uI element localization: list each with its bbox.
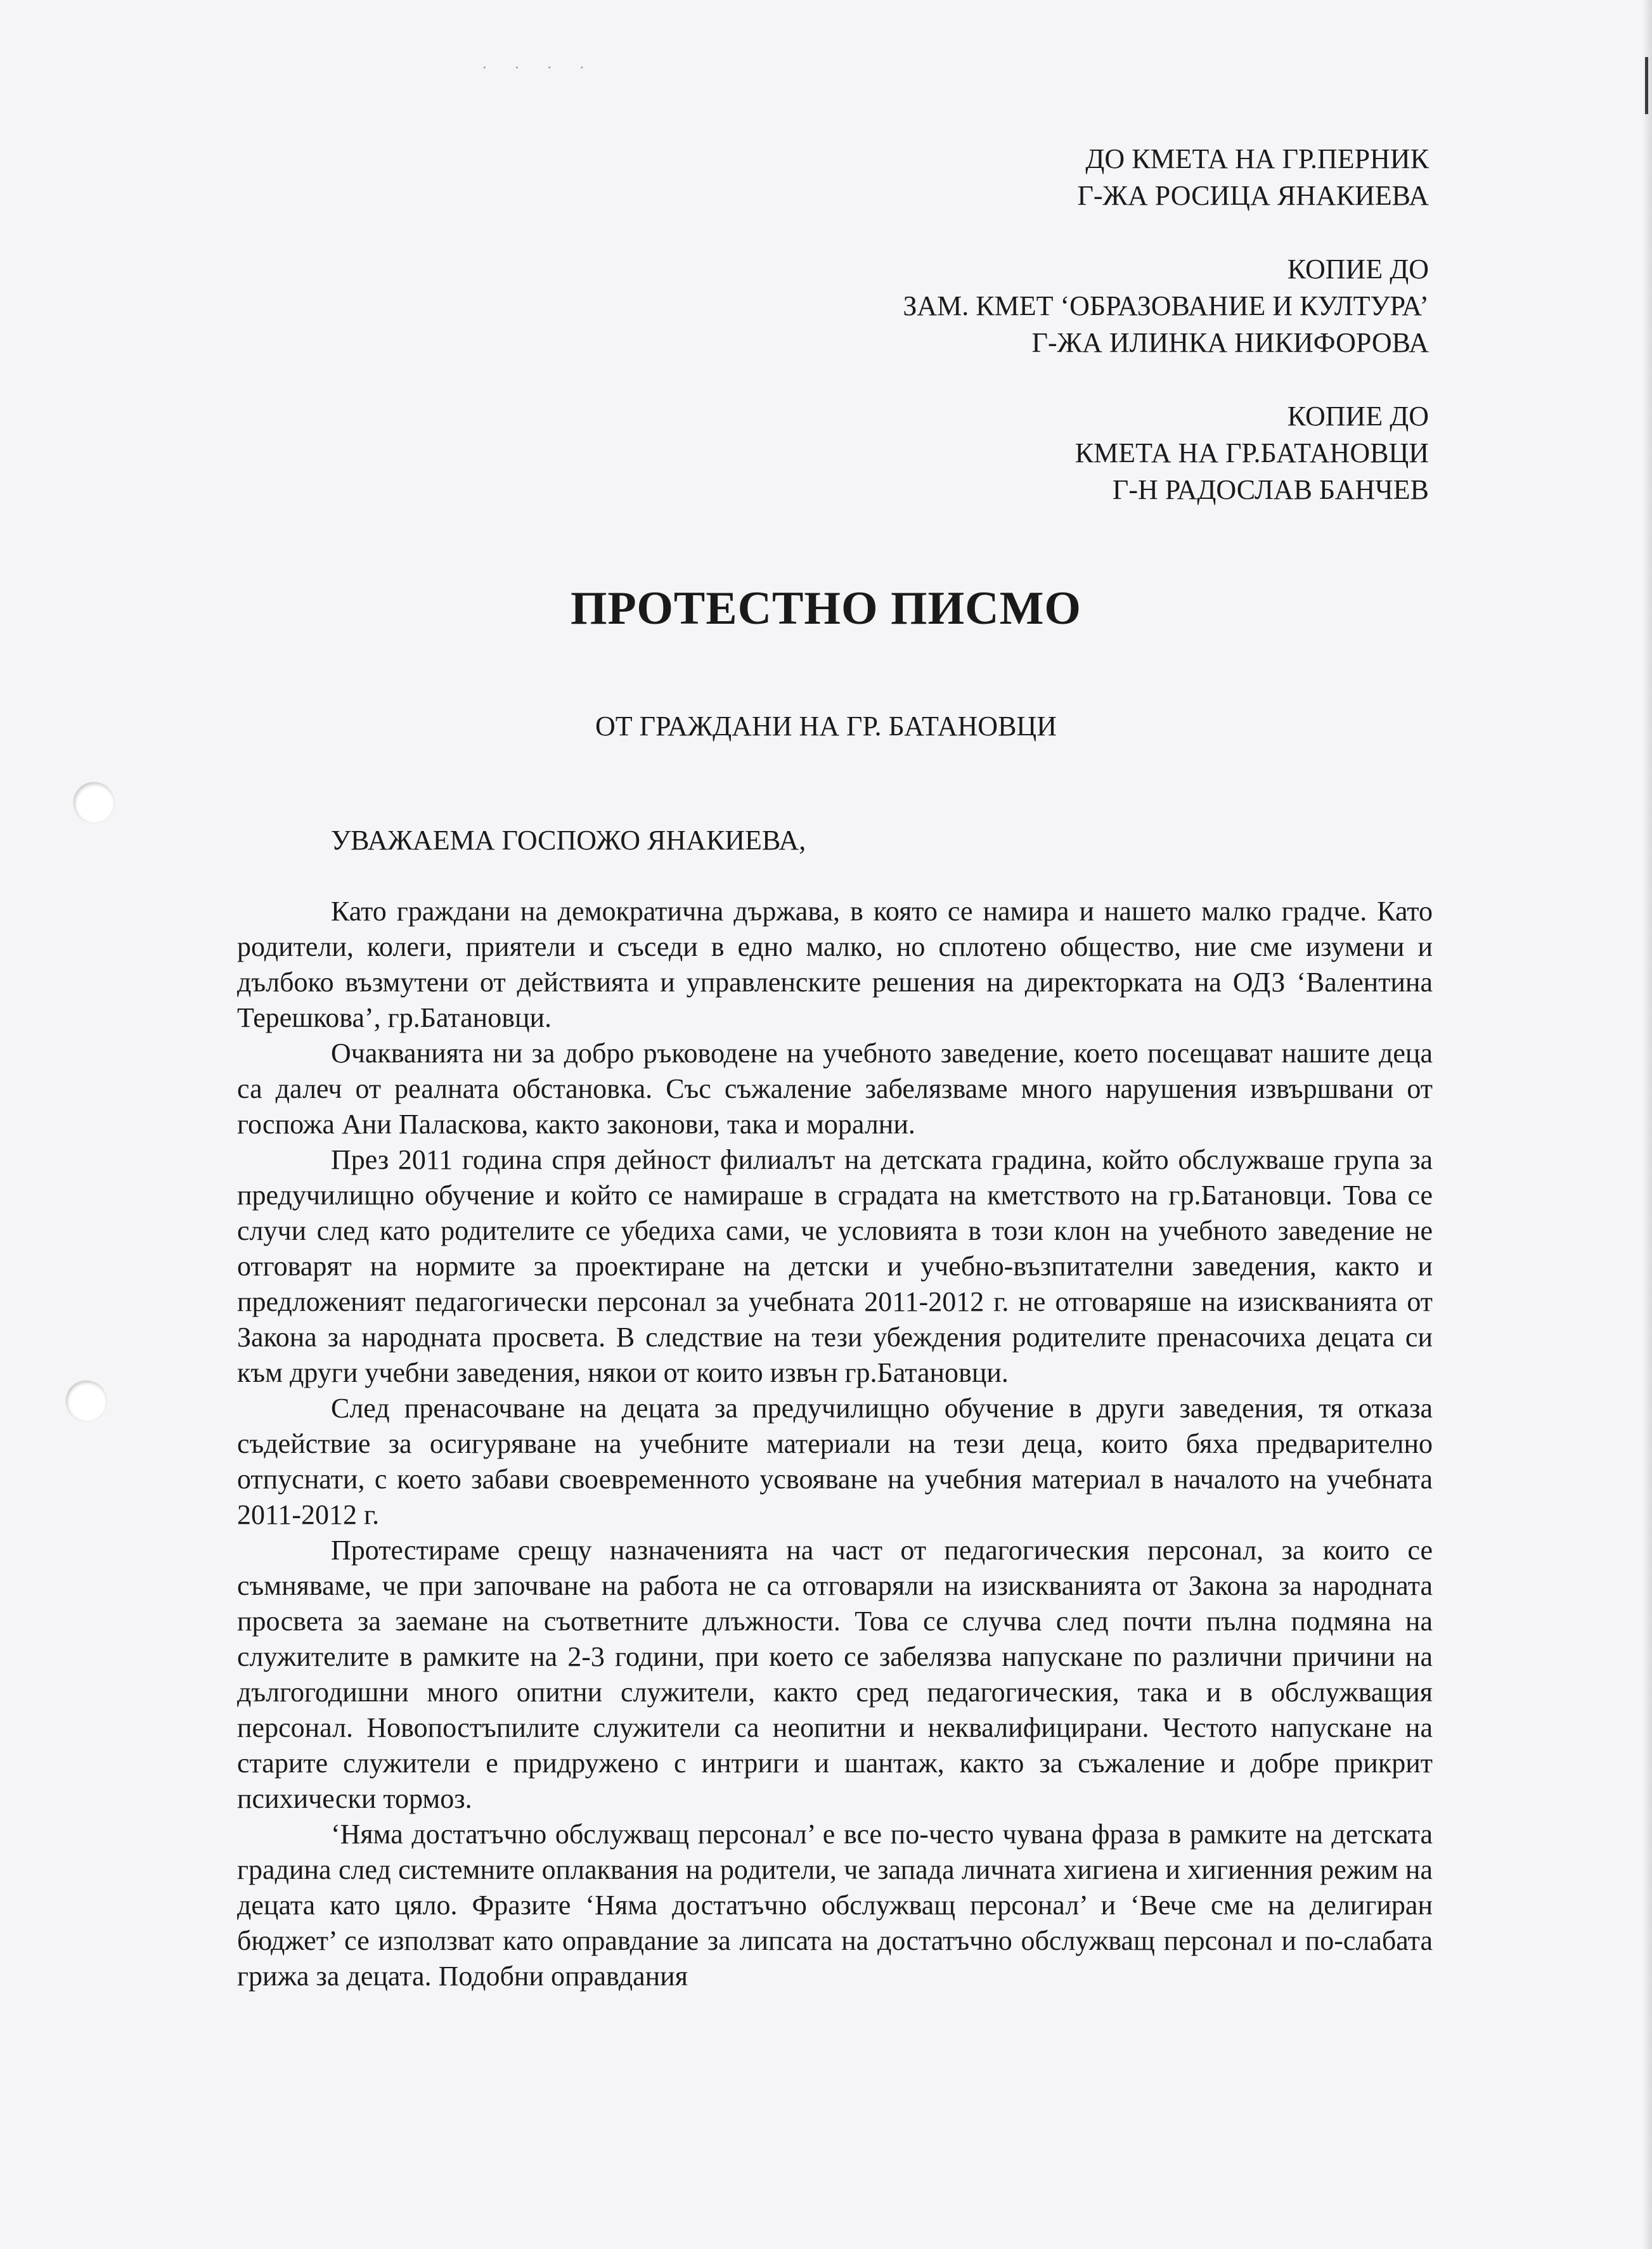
- paper-edge-shadow: [1643, 0, 1652, 2249]
- paragraph: Като граждани на демократична държава, в която се намира и нашето малко градче. Като родители, колеги, приятели и съседи в едно малко, но сплотено общество, ние сме изумени и дълбоко възмутени от действията и управленските решения на директорката на ОДЗ ‘Валентина Терешкова’, гр.Батановци.: [237, 896, 1433, 1033]
- punch-hole-bottom: [66, 1381, 106, 1421]
- edge-mark: [1645, 57, 1648, 114]
- addressee-line-1: ДО КМЕТА НА ГР.ПЕРНИК: [1085, 143, 1429, 174]
- copy-1-line-2: Г-ЖА ИЛИНКА НИКИФОРОВА: [1031, 327, 1429, 358]
- copy-1-label: КОПИЕ ДО: [1287, 254, 1429, 285]
- paragraph: Протестираме срещу назначенията на част от педагогическия персонал, за които се съмняваме, че при започване на работа не са отговаряли на изискванията от Закона за народната просвета за заемане на съответните длъжности. Това се случва след почти пълна подмяна на служителите в рамките на 2-3 години, при което се забелязва напускане по различни причини на дългогодишни много опитни служители, както сред педагогическия, така и в обслужващия персонал. Новопостъпилите служители са неопитни и неквалифицирани. Честото напускане на старите служители е придружено с интриги и шантаж, както за съжаление и добре прикрит психически тормоз.: [237, 1535, 1433, 1814]
- paragraph: ‘Няма достатъчно обслужващ персонал’ е все по-често чувана фраза в рамките на детската градина след системните оплаквания на родители, че запада личната хигиена и хигиенния режим на децата като цяло. Фразите ‘Няма достатъчно обслужващ персонал’ и ‘Вече сме на делигиран бюджет’ се използват като оправдание за липсата на достатъчно обслужващ персонал и по-слабата грижа за децата. Подобни оправдания: [237, 1819, 1433, 1992]
- document-subtitle: ОТ ГРАЖДАНИ НА ГР. БАТАНОВЦИ: [595, 711, 1057, 742]
- punch-hole-top: [74, 782, 114, 823]
- letter-body: [237, 894, 1433, 1994]
- salutation: УВАЖАЕМА ГОСПОЖО ЯНАКИЕВА,: [331, 825, 806, 856]
- scan-specks: · · · ·: [482, 58, 597, 77]
- copy-1-line-1: ЗАМ. КМЕТ ‘ОБРАЗОВАНИЕ И КУЛТУРА’: [903, 290, 1429, 321]
- document-title: ПРОТЕСТНО ПИСМО: [571, 583, 1081, 635]
- copy-2-line-2: Г-Н РАДОСЛАВ БАНЧЕВ: [1112, 474, 1429, 505]
- paragraph: След пренасочване на децата за предучилищно обучение в други заведения, тя отказа съдействие за осигуряване на учебните материали на тези деца, които бяха предварително отпуснати, с което забави своевременното усвояване на учебния материал в началото на учебната 2011-2012 г.: [237, 1393, 1433, 1530]
- addressee-block: [415, 141, 1429, 508]
- paragraph: През 2011 година спря дейност филиалът на детската градина, който обслужваше група за предучилищно обучение и който се намираше в сградата на кметството на гр.Батановци. Това се случи след като родителите се убедиха сами, че условията в този клон на учебното заведение не отговарят на нормите за проектиране на детски и учебно-възпитателни заведения, както и предложеният педагогически персонал за учебната 2011-2012 г. не отговаряше на изискванията от Закона за народната просвета. В следствие на тези убеждения родителите пренасочиха децата си към други учебни заведения, някои от които извън гр.Батановци.: [237, 1144, 1433, 1388]
- paragraph: Очакванията ни за добро ръководене на учебното заведение, което посещават нашите деца са далеч от реалната обстановка. Със съжаление забелязваме много нарушения извършвани от госпожа Ани Паласкова, както законови, така и морални.: [237, 1038, 1433, 1140]
- addressee-line-2: Г-ЖА РОСИЦА ЯНАКИЕВА: [1077, 180, 1429, 211]
- copy-2-line-1: КМЕТА НА ГР.БАТАНОВЦИ: [1074, 437, 1429, 468]
- copy-2-label: КОПИЕ ДО: [1287, 401, 1429, 432]
